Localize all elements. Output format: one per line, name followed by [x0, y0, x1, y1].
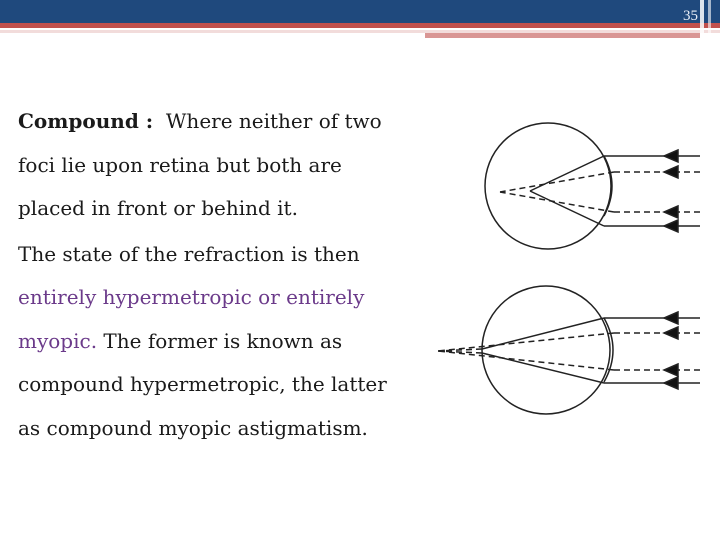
- para1-line2: foci lie upon retina but both are: [18, 152, 342, 177]
- arrow-icon: [664, 327, 678, 339]
- para1-line3: placed in front or behind it.: [18, 196, 298, 220]
- bottom-conv-3: [438, 333, 614, 351]
- myopic-eye-diagram: [485, 123, 700, 249]
- term-compound: Compound :: [18, 109, 154, 133]
- eye-diagrams: [430, 120, 720, 420]
- arrow-icon: [664, 166, 678, 178]
- para2-line3-rest: The former is known as: [97, 328, 343, 353]
- header-red-stripe: [0, 23, 720, 28]
- bottom-eye-circle: [482, 286, 610, 414]
- arrow-icon: [664, 312, 678, 324]
- header-red-accent: [425, 33, 700, 38]
- top-eye-circle: [485, 123, 611, 249]
- top-conv-4: [500, 192, 614, 212]
- highlight-text-1: entirely hypermetropic or entirely: [18, 285, 365, 309]
- highlight-text-2: myopic.: [18, 328, 98, 353]
- header-band: [0, 0, 720, 40]
- header-blue-bar: [0, 0, 720, 23]
- arrow-icon: [664, 150, 678, 162]
- header-pink-stripe: [0, 30, 720, 33]
- top-conv-1: [530, 156, 604, 191]
- body-text: [18, 100, 428, 450]
- para2-line5: as compound myopic astigmatism.: [18, 415, 368, 440]
- header-vertical-line: [700, 0, 704, 40]
- para2-line4: compound hypermetropic, the latter: [18, 372, 387, 396]
- paragraph-refraction: [18, 233, 428, 451]
- arrow-icon: [664, 220, 678, 232]
- top-conv-3: [500, 172, 614, 192]
- hypermetropic-eye-diagram: [438, 286, 700, 414]
- arrow-icon: [664, 206, 678, 218]
- paragraph-compound: [18, 100, 428, 231]
- header-vertical-line-2: [708, 0, 711, 40]
- slide-number: 35: [683, 8, 698, 24]
- para1-line1: Where neither of two: [165, 109, 382, 133]
- para2-line1: The state of the refraction is then: [18, 241, 360, 266]
- arrow-icon: [664, 364, 678, 376]
- arrow-icon: [664, 377, 678, 389]
- bottom-conv-4: [438, 351, 614, 370]
